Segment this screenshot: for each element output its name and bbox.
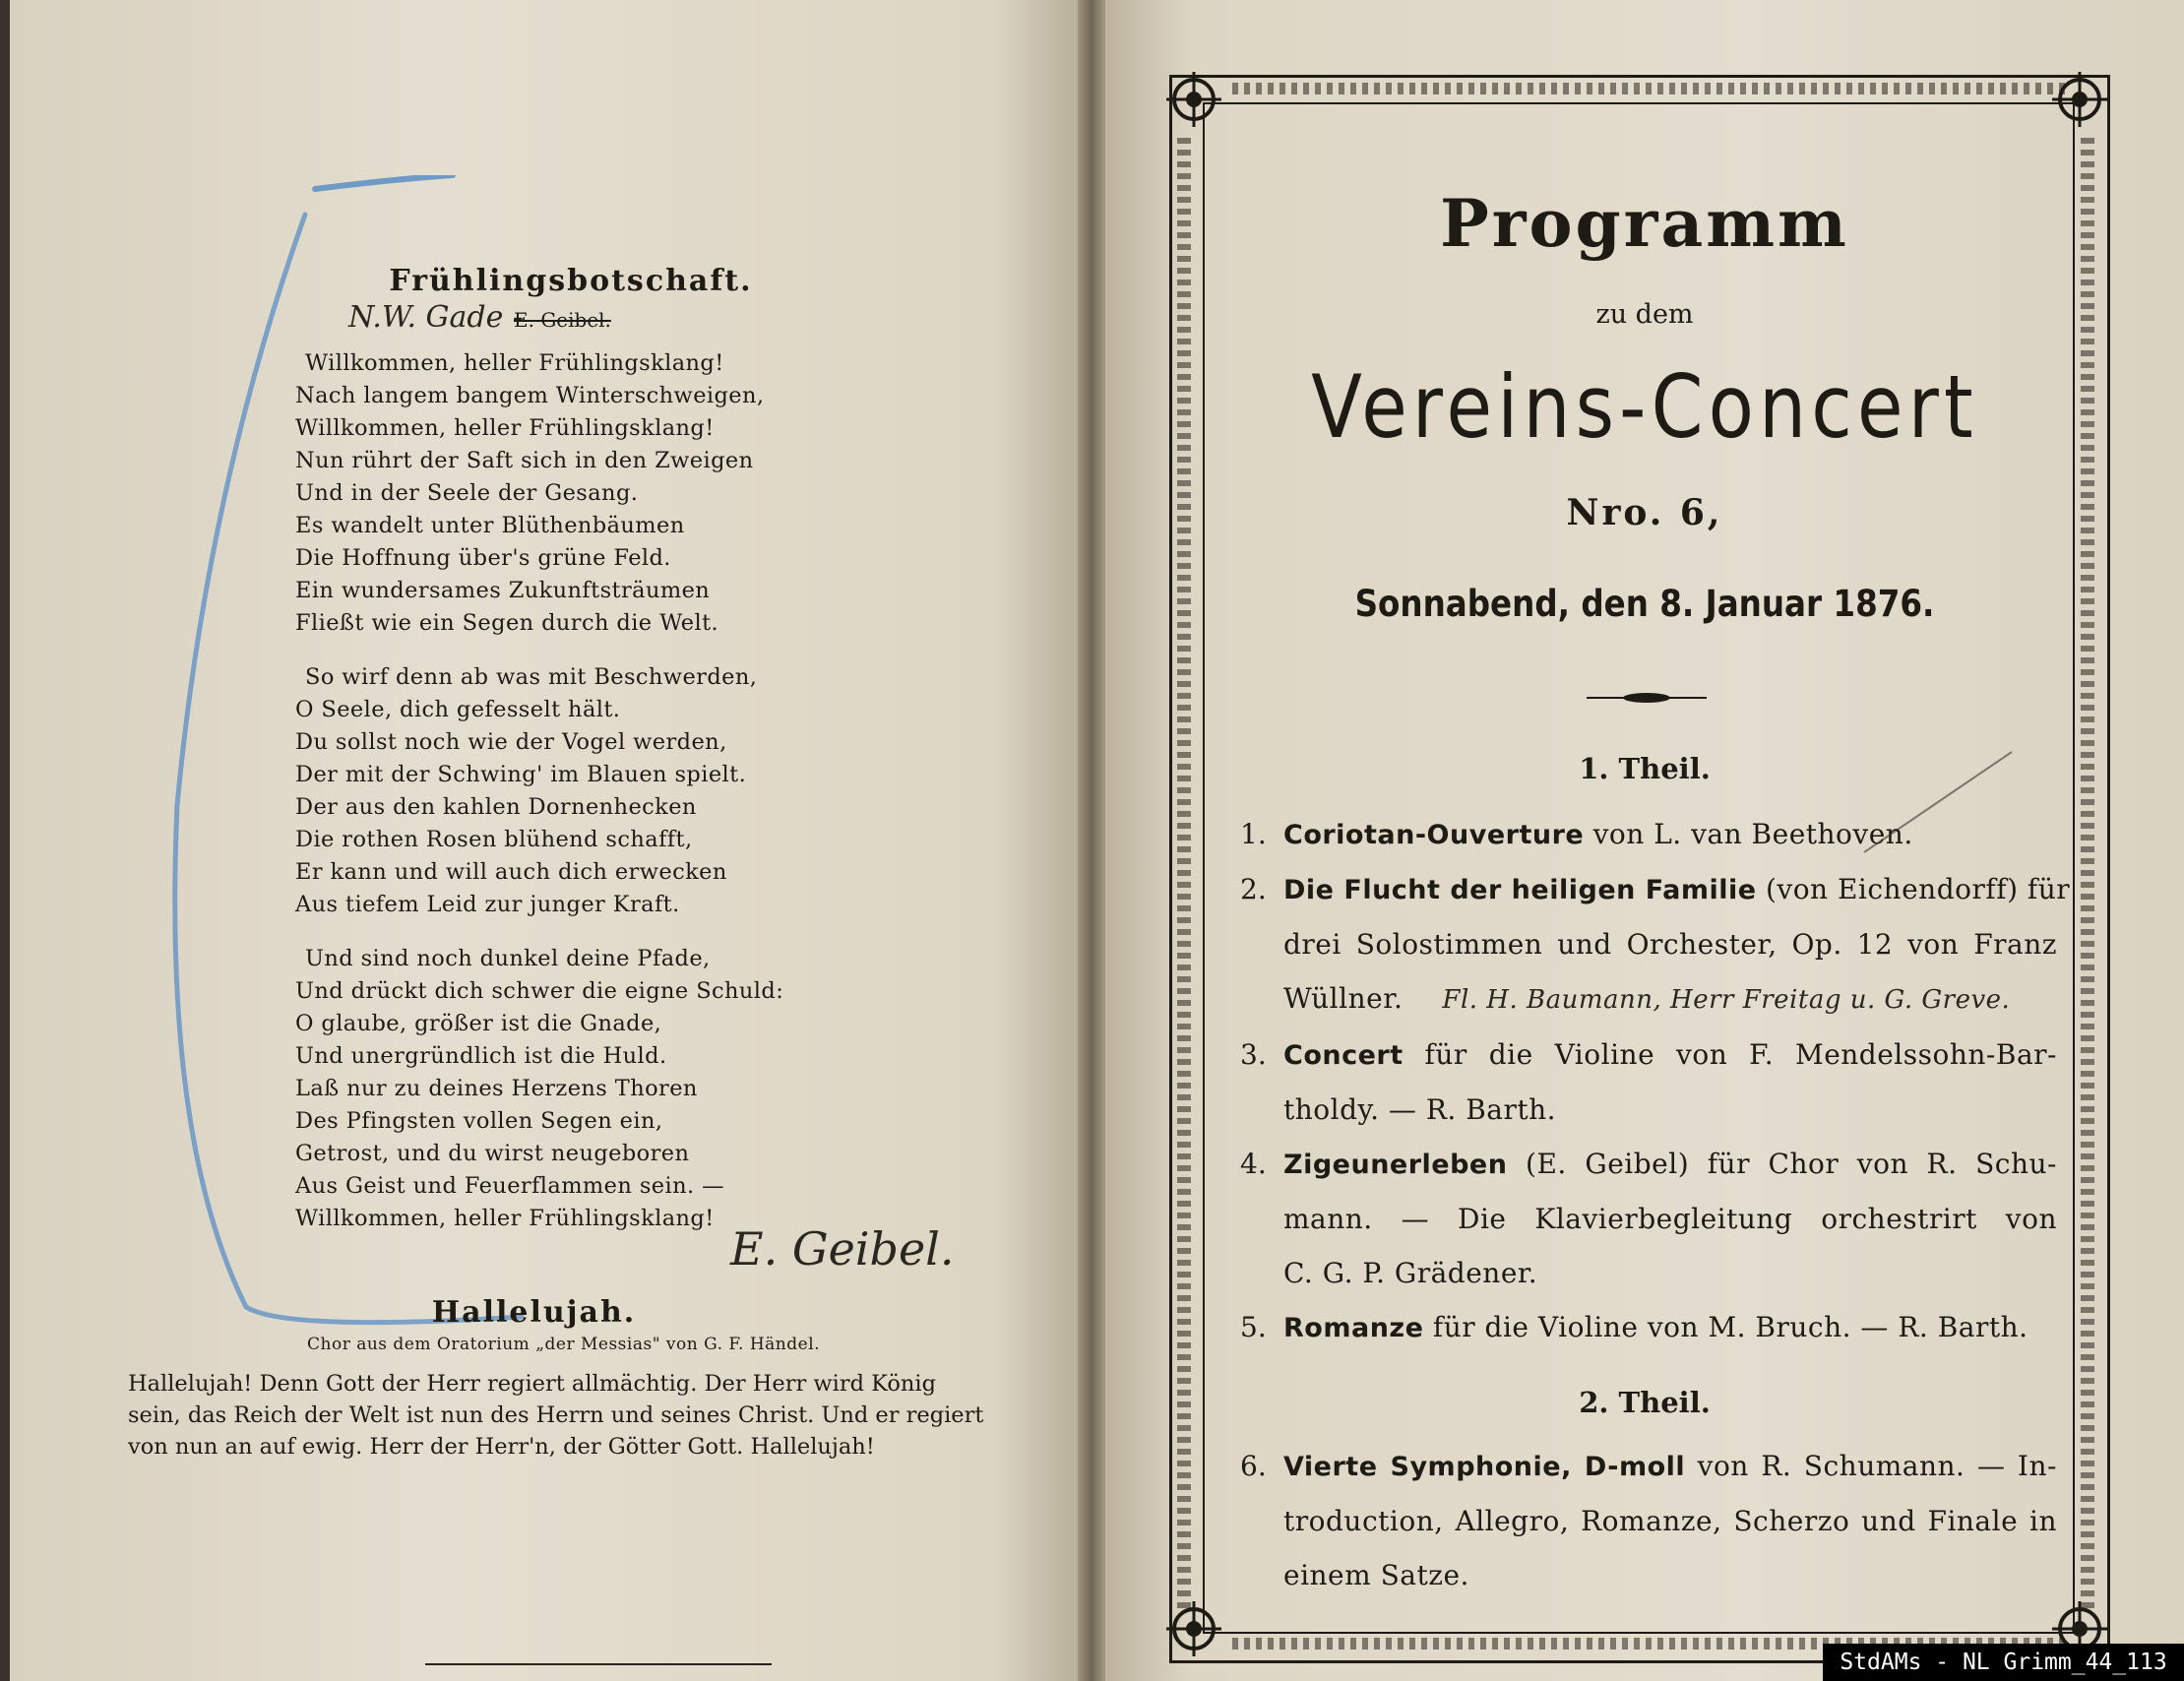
verse-line: Fließt wie ein Segen durch die Welt. [295, 610, 719, 636]
item-line [1283, 862, 2071, 917]
item-line [1283, 1137, 2057, 1192]
frame-corner-ornament [1163, 1598, 1224, 1659]
struck-author: E. Geibel. [514, 308, 611, 332]
item-line: tholdy. — R. Barth. [1283, 1093, 1557, 1126]
item-number: 6. [1240, 1450, 1267, 1482]
item-number: 4. [1240, 1148, 1267, 1180]
concert-title: Vereins-Concert [1311, 356, 1978, 458]
verse-line: Der mit der Schwing' im Blauen spielt. [295, 762, 747, 787]
frame-corner-ornament [1163, 69, 1224, 130]
frame-band-top [1232, 83, 2071, 94]
book-gutter [1078, 0, 1105, 1681]
item-text: für die Violine von M. Bruch. — R. Barth. [1423, 1311, 2028, 1343]
work-title: Romanze [1283, 1313, 1424, 1343]
item-text: (von Eichendorff) für [1756, 873, 2071, 905]
verse-line: Und sind noch dunkel deine Pfade, [305, 946, 711, 971]
bottom-rule [425, 1663, 772, 1665]
item-line [1283, 971, 2057, 1027]
part-title-2: 2. Theil. [1579, 1386, 1711, 1419]
work-title: Zigeunerleben [1283, 1150, 1508, 1180]
item-number: 1. [1240, 818, 1267, 850]
item-text: (E. Geibel) für Chor von R. Schu- [1507, 1148, 2057, 1180]
item-text: Wüllner. [1283, 982, 1404, 1015]
program-item [1240, 1027, 2057, 1137]
frame-corner-ornament [2049, 69, 2110, 130]
item-text: von L. van Beethoven. [1584, 818, 1913, 850]
work-title: Die Flucht der heiligen Familie [1283, 875, 1757, 905]
verse-line: Nach langem bangem Winterschweigen, [295, 383, 765, 408]
item-number: 5. [1240, 1311, 1267, 1343]
verse-line: Laß nur zu deines Herzens Thoren [295, 1076, 698, 1101]
verse-line: Und in der Seele der Gesang. [295, 480, 639, 506]
item-number: 2. [1240, 873, 1267, 905]
concert-date: Sonnabend, den 8. Januar 1876. [1354, 583, 1935, 625]
verse-line: Ein wundersames Zukunftsträumen [295, 578, 711, 603]
verse-line: Er kann und will auch dich erwecken [295, 859, 727, 885]
hallelujah-text [128, 1368, 1063, 1463]
stanza-1 [295, 347, 846, 640]
program-item [1240, 862, 2071, 1027]
verse-line: Willkommen, heller Frühlingsklang! [305, 350, 724, 376]
handwritten-signature: E. Geibel. [730, 1222, 955, 1276]
item-line: drei Solostimmen und Orchester, Op. 12 von Franz [1283, 928, 2057, 961]
part-title-1: 1. Theil. [1579, 752, 1711, 785]
verse-line: Du sollst noch wie der Vogel werden, [295, 729, 727, 755]
stanza-3 [295, 943, 846, 1235]
handwritten-composer: N.W. Gade - [348, 300, 524, 335]
concert-number: Nro. 6, [1566, 492, 1723, 533]
item-text: für die Violine von F. Mendelssohn-Bar- [1403, 1038, 2057, 1071]
verse-line: Aus Geist und Feuerflammen sein. — [295, 1173, 724, 1199]
programm-heading: Programm [1440, 185, 1849, 262]
verse-line: Es wandelt unter Blüthenbäumen [295, 513, 685, 538]
item-number: 3. [1240, 1038, 1267, 1071]
work-title: Vierte Symphonie, D-moll [1283, 1452, 1686, 1482]
verse-line: Des Pfingsten vollen Segen ein, [295, 1108, 663, 1134]
text-line: von nun an auf ewig. Herr der Herr'n, der Götter Gott. Hallelujah! [128, 1434, 875, 1460]
stanza-2 [295, 661, 846, 921]
item-line: C. G. P. Grädener. [1283, 1257, 1538, 1289]
text-line: Hallelujah! Denn Gott der Herr regiert allmächtig. Der Herr wird König [128, 1371, 936, 1397]
item-line [1283, 1300, 2057, 1355]
verse-line: Die rothen Rosen blühend schafft, [295, 827, 693, 852]
pencil-strike-mark [1860, 748, 2018, 856]
archive-stamp: StdAMs - NL Grimm_44_113 [1823, 1644, 2184, 1681]
handwritten-annotation: Fl. H. Baumann, Herr Freitag u. G. Greve. [1442, 985, 2011, 1015]
poem-fruehlingsbotschaft [295, 264, 846, 1257]
verse-line: Nun rührt der Saft sich in den Zweigen [295, 448, 754, 473]
poem-credit [295, 298, 846, 342]
item-line: troduction, Allegro, Romanze, Scherzo und Finale in [1283, 1505, 2057, 1537]
hallelujah-subtitle: Chor aus dem Oratorium „der Messias" von G. F. Händel. [307, 1335, 821, 1354]
poem-title: Frühlingsbotschaft. [389, 264, 753, 298]
item-line: mann. — Die Klavierbegleitung orchestrirt von [1283, 1203, 2057, 1235]
program-item [1240, 1137, 2057, 1300]
verse-line: Und drückt dich schwer die eigne Schuld: [295, 978, 784, 1004]
verse-line: Getrost, und du wirst neugeboren [295, 1141, 690, 1166]
verse-line: Die Hoffnung über's grüne Feld. [295, 545, 671, 571]
zu-dem-text: zu dem [1595, 299, 1694, 330]
divider-ornament-icon [1587, 691, 1707, 705]
hallelujah-title: Hallelujah. [431, 1295, 637, 1330]
program-item [1240, 1300, 2057, 1355]
item-line [1283, 1439, 2057, 1494]
program-list-part-2 [1240, 1439, 2057, 1602]
verse-line: O Seele, dich gefesselt hält. [295, 697, 621, 722]
text-line: sein, das Reich der Welt ist nun des Herrn und seines Christ. Und er regiert [128, 1402, 984, 1428]
item-line [1283, 1027, 2057, 1083]
program-list-part-1 [1240, 807, 2071, 1355]
verse-line: So wirf denn ab was mit Beschwerden, [305, 664, 758, 690]
verse-line: Der aus den kahlen Dornenhecken [295, 794, 697, 820]
verse-line: Aus tiefem Leid zur junger Kraft. [295, 892, 680, 917]
verse-line: Willkommen, heller Frühlingsklang! [295, 1206, 715, 1231]
work-title: Concert [1283, 1040, 1404, 1071]
program-item [1240, 1439, 2057, 1602]
work-title: Coriotan-Ouverture [1283, 820, 1585, 850]
verse-line: Willkommen, heller Frühlingsklang! [295, 415, 715, 441]
verse-line: O glaube, größer ist die Gnade, [295, 1011, 662, 1036]
verse-line: Und unergründlich ist die Huld. [295, 1043, 667, 1069]
item-line: einem Satze. [1283, 1559, 1469, 1591]
item-text: von R. Schumann. — In- [1685, 1450, 2057, 1482]
